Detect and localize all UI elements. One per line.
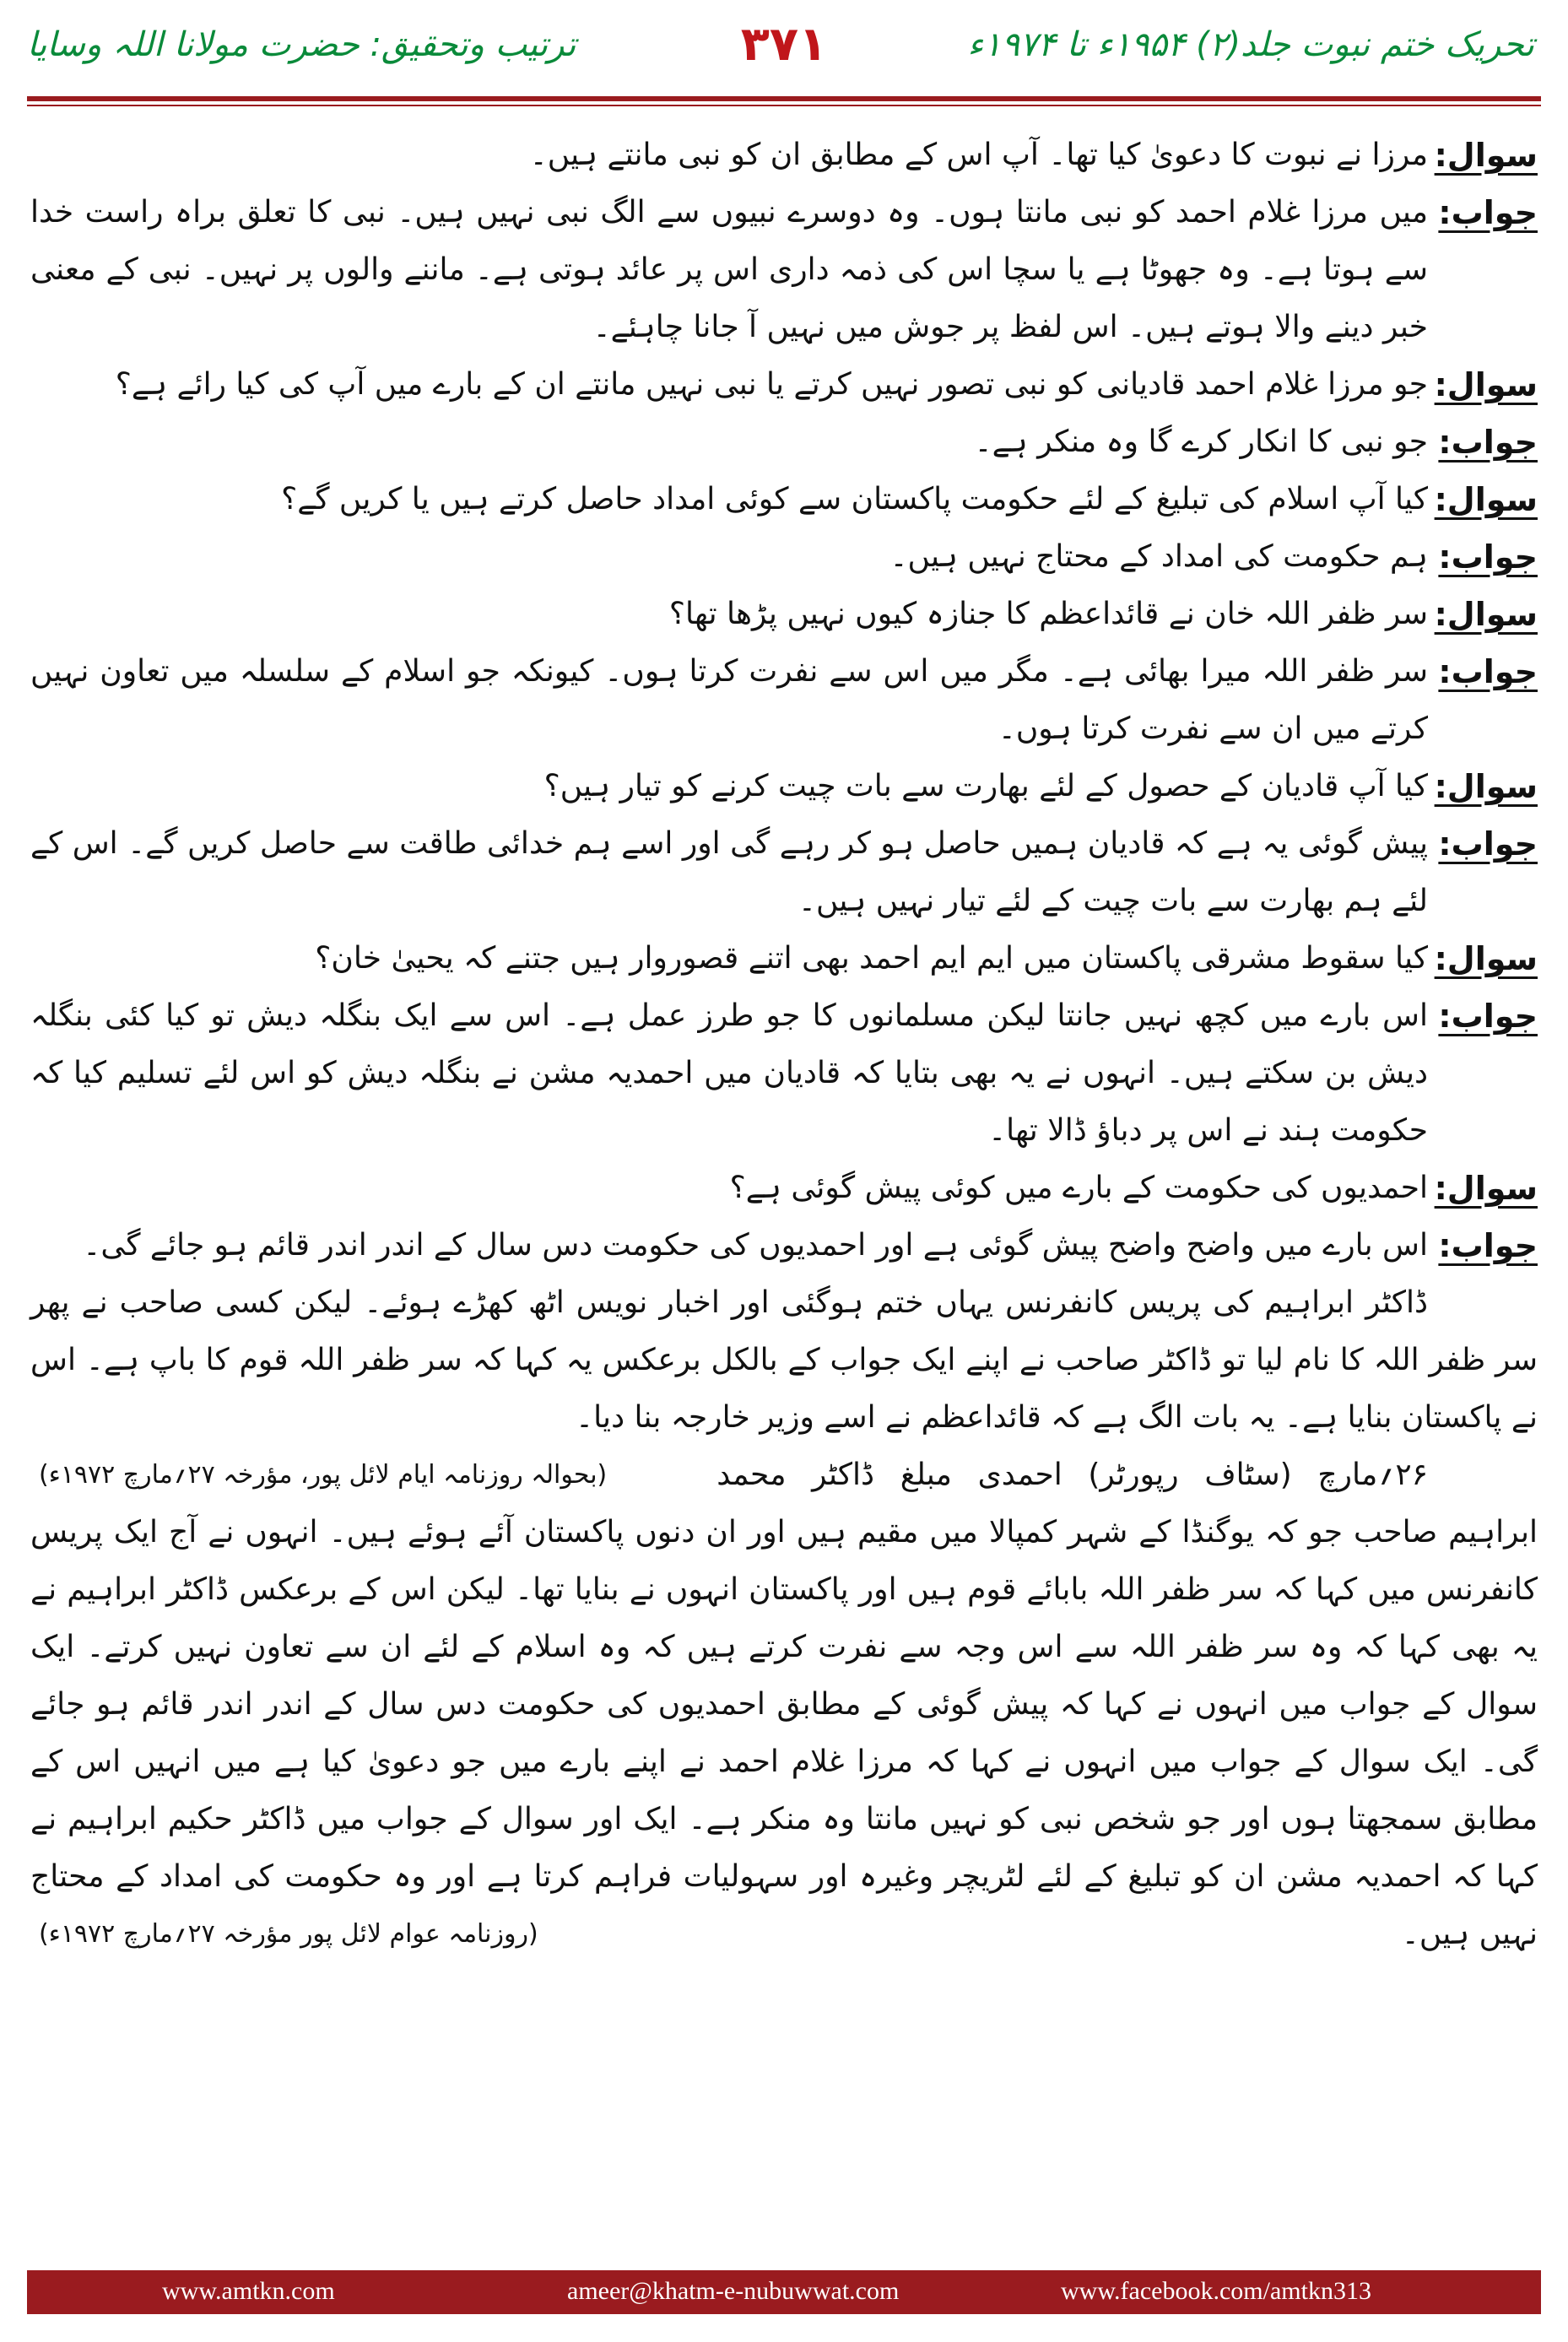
qa-label: سوال: — [1434, 481, 1538, 518]
qa-text: مرزا نے نبوت کا دعویٰ کیا تھا۔ آپ اس کے مطابق ان کو نبی مانتے ہیں۔ — [529, 138, 1428, 172]
book-title: تحریک ختم نبوت جلد(۲) ۱۹۵۴ء تا ۱۹۷۴ء — [967, 25, 1534, 64]
compiler-credit: ترتیب وتحقیق: حضرت مولانا اللہ وسایا — [27, 25, 576, 64]
qa-item — [30, 758, 1538, 815]
qa-label: سوال: — [1434, 1170, 1538, 1207]
qa-label: سوال: — [1434, 768, 1538, 805]
page-number: ۳۷۱ — [740, 17, 828, 72]
qa-text: ہم حکومت کی امداد کے محتاج نہیں ہیں۔ — [889, 539, 1428, 574]
header-rule-thin — [27, 105, 1541, 106]
qa-text: جو مرزا غلام احمد قادیانی کو نبی تصور نہیں کرتے یا نبی نہیں مانتے ان کے بارے میں آپ کی کیا رائے ہے؟ — [115, 367, 1428, 402]
qa-label: جواب: — [1438, 653, 1538, 690]
qa-text: کیا آپ اسلام کی تبلیغ کے لئے حکومت پاکستان سے کوئی امداد حاصل کرتے ہیں یا کریں گے؟ — [281, 482, 1428, 517]
citation: (بحوالہ روزنامہ ایام لائل پور، مؤرخہ ۲۷؍مارچ ۱۹۷۲ء) — [39, 1460, 608, 1490]
news-paragraph-1 — [30, 1274, 1538, 1490]
qa-label: جواب: — [1438, 998, 1538, 1035]
qa-text: کیا آپ قادیان کے حصول کے لئے بھارت سے بات چیت کرنے کو تیار ہیں؟ — [543, 769, 1428, 803]
qa-label: سوال: — [1434, 940, 1538, 977]
qa-text: سر ظفر اللہ میرا بھائی ہے۔ مگر میں اس سے نفرت کرتا ہوں۔ کیونکہ جو اسلام کے سلسلہ میں تعاون نہیں کرتے میں ان سے نفرت کرتا ہوں۔ — [30, 654, 1428, 746]
citation: (روزنامہ عوام لائل پور مؤرخہ ۲۷؍مارچ ۱۹۷۲ء) — [39, 1919, 538, 1949]
qa-label: سوال: — [1434, 366, 1538, 403]
website-link[interactable]: www.amtkn.com — [162, 2277, 335, 2305]
qa-text: پیش گوئی یہ ہے کہ قادیان ہمیں حاصل ہو کر رہے گی اور اسے ہم خدائی طاقت سے حاصل کریں گے۔ اس کے لئے ہم بھارت سے بات چیت کے لئے تیار نہیں ہیں۔ — [30, 826, 1428, 918]
qa-item — [30, 1160, 1538, 1217]
qa-text: احمدیوں کی حکومت کے بارے میں کوئی پیش گوئی ہے؟ — [729, 1171, 1428, 1205]
qa-text: کیا سقوط مشرقی پاکستان میں ایم ایم احمد بھی اتنے قصوروار ہیں جتنے کہ یحییٰ خان؟ — [315, 941, 1428, 976]
qa-item — [30, 987, 1538, 1160]
paragraph-text: ۲۶؍مارچ (سٹاف رپورٹر) احمدی مبلغ ڈاکٹر محمد ابراہیم صاحب جو کہ یوگنڈا کے شہر کمپالا میں مقیم ہیں اور ان دنوں پاکستان آئے ہوئے ہیں۔ انہوں نے آج ایک پریس کانفرنس میں کہا کہ سر ظفر اللہ بابائے قوم ہیں اور پاکستان انہوں نے بنایا تھا۔ لیکن اس کے برعکس ڈاکٹر ابراہیم نے یہ بھی کہا کہ وہ سر ظفر اللہ سے اس وجہ سے نفرت کرتے ہیں کہ وہ اسلام کے لئے ان سے تعاون نہیں کرتے۔ ایک سوال کے جواب میں انہوں نے کہا کہ پیش گوئی کے مطابق احمدیوں کی حکومت دس سال کے اندر اندر قائم ہو جائے گی۔ ایک سوال کے جواب میں انہوں نے کہا کہ مرزا غلام احمد نے اپنے بارے میں جو دعویٰ کیا ہے میں انہیں اس کے مطابق سمجھتا ہوں اور جو شخص نبی کو نہیں مانتا وہ منکر ہے۔ ایک اور سوال کے جواب میں ڈاکٹر حکیم ابراہیم نے کہا کہ احمدیہ مشن ان کو تبلیغ کے لئے لٹریچر وغیرہ اور سہولیات فراہم کرتا ہے اور وہ حکومت کی امداد کے محتاج نہیں ہیں۔ — [30, 1458, 1538, 1951]
qa-item — [30, 815, 1538, 930]
qa-text: میں مرزا غلام احمد کو نبی مانتا ہوں۔ وہ دوسرے نبیوں سے الگ نبی نہیں ہیں۔ نبی کا تعلق براہ راست خدا سے ہوتا ہے۔ وہ جھوٹا ہے یا سچا اس کی ذمہ داری اس پر عائد ہوتی ہے۔ ماننے والوں پر نہیں۔ نبی کے معنی خبر دینے والا ہوتے ہیں۔ اس لفظ پر جوش میں نہیں آ جانا چاہئے۔ — [30, 195, 1428, 344]
qa-item — [30, 184, 1538, 356]
qa-item — [30, 930, 1538, 987]
qa-item — [30, 586, 1538, 643]
facebook-link[interactable]: www.facebook.com/amtkn313 — [1061, 2277, 1371, 2305]
qa-label: جواب: — [1438, 424, 1538, 461]
qa-label: جواب: — [1438, 538, 1538, 576]
qa-item — [30, 414, 1538, 471]
qa-text: جو نبی کا انکار کرے گا وہ منکر ہے۔ — [974, 425, 1428, 459]
qa-item — [30, 356, 1538, 414]
qa-text: اس بارے میں واضح واضح پیش گوئی ہے اور احمدیوں کی حکومت دس سال کے اندر اندر قائم ہو جائے گی۔ — [83, 1228, 1428, 1263]
qa-label: جواب: — [1438, 194, 1538, 231]
qa-text: سر ظفر اللہ خان نے قائداعظم کا جنازہ کیوں نہیں پڑھا تھا؟ — [668, 597, 1428, 631]
page-header — [0, 0, 1568, 114]
qa-text: اس بارے میں کچھ نہیں جانتا لیکن مسلمانوں کا جو طرز عمل ہے۔ اس سے ایک بنگلہ دیش تو کیا کئی بنگلہ دیش بن سکتے ہیں۔ انہوں نے یہ بھی بتایا کہ قادیان میں احمدیہ مشن نے بنگلہ دیش کو اس لئے تسلیم کیا کہ حکومت ہند نے اس پر دباؤ ڈالا تھا۔ — [30, 998, 1428, 1148]
qa-label: سوال: — [1434, 137, 1538, 174]
qa-item — [30, 528, 1538, 586]
qa-item — [30, 1217, 1538, 1274]
page-footer — [27, 2270, 1541, 2314]
qa-label: جواب: — [1438, 1227, 1538, 1264]
qa-item — [30, 127, 1538, 184]
qa-label: سوال: — [1434, 596, 1538, 633]
email-link[interactable]: ameer@khatm-e-nubuwwat.com — [567, 2277, 900, 2305]
paragraph-text: ڈاکٹر ابراہیم کی پریس کانفرنس یہاں ختم ہوگئی اور اخبار نویس اٹھ کھڑے ہوئے۔ لیکن کسی صاحب نے پھر سر ظفر اللہ کا نام لیا تو ڈاکٹر صاحب نے اپنے ایک جواب کے بالکل برعکس یہ کہا کہ سر ظفر اللہ قوم کا باپ ہے۔ اس نے پاکستان بنایا ہے۔ یہ بات الگ ہے کہ قائداعظم نے اسے وزیر خارجہ بنا دیا۔ — [30, 1285, 1538, 1435]
qa-item — [30, 643, 1538, 758]
qa-label: جواب: — [1438, 825, 1538, 863]
qa-item — [30, 471, 1538, 528]
news-paragraph-2 — [30, 1447, 1538, 1963]
header-rule-thick — [27, 96, 1541, 101]
page-content — [30, 127, 1538, 1963]
